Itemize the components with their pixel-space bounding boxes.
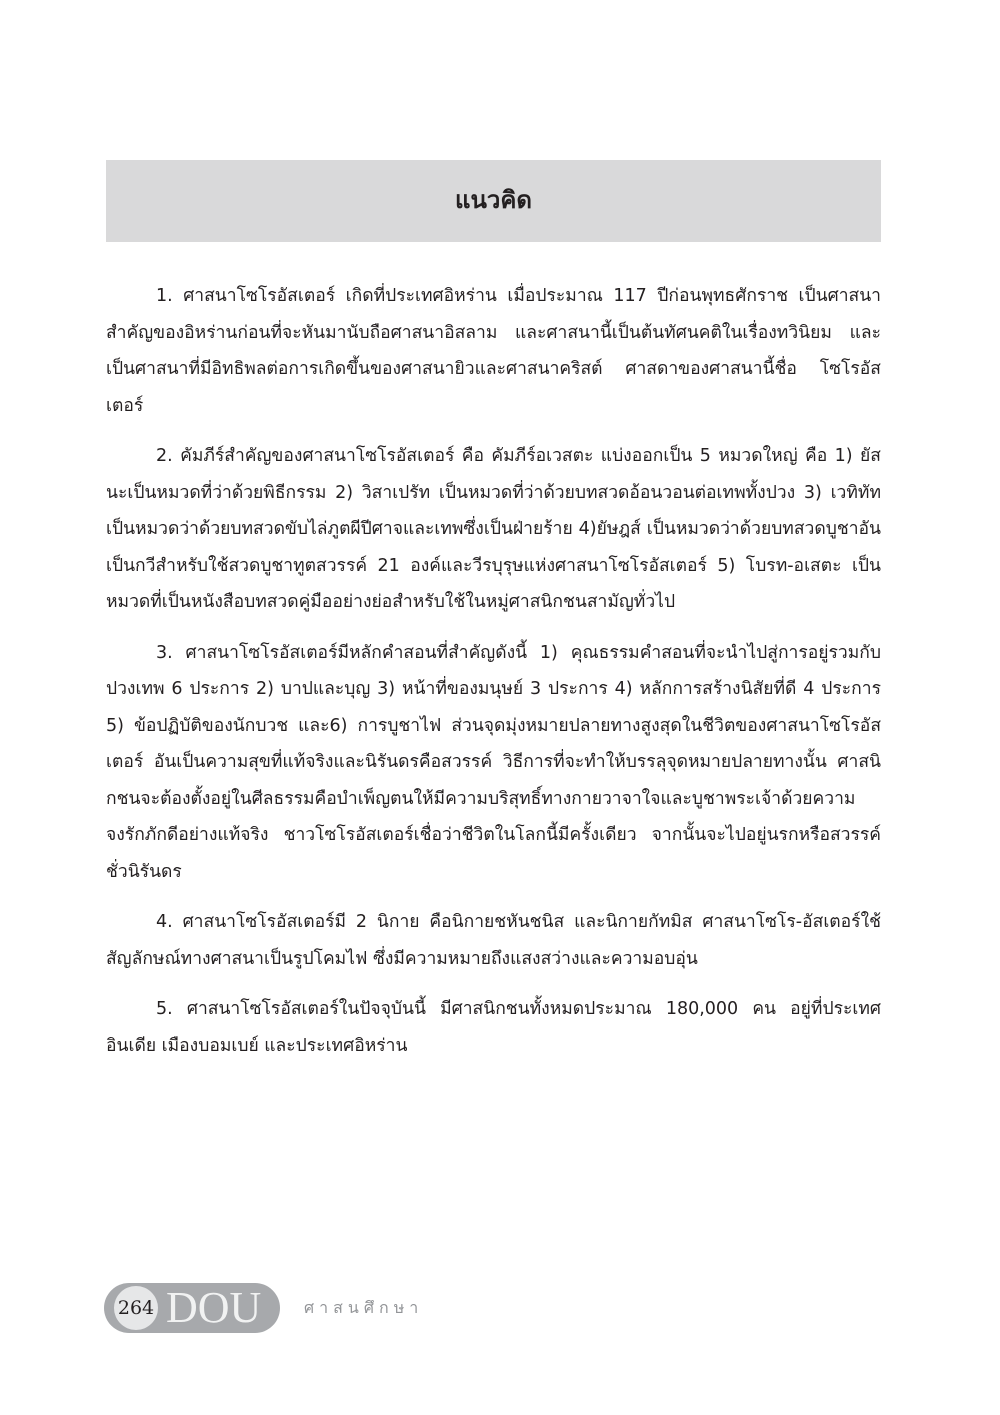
concept-paragraph-4: 4. ศาสนาโซโรอัสเตอร์มี 2 นิกาย คือนิกายชหันชนิส และนิกายกัทมิส ศาสนาโซโร-อัสเตอร์ใช้สัญลักษณ์ทางศาสนาเป็นรูปโคมไฟ ซึ่งมีความหมายถึงแสงสว่างและความอบอุ่น [106,912,881,969]
concept-paragraph-5: 5. ศาสนาโซโรอัสเตอร์ในปัจจุบันนี้ มีศาสนิกชนทั้งหมดประมาณ 180,000 คน อยู่ที่ประเทศอินเดีย เมืองบอมเบย์ และประเทศอิหร่าน [106,999,881,1056]
footer-subject: ศาสนศึกษา [304,1297,424,1317]
concept-content [106,278,881,1078]
section-header-band [106,160,881,242]
section-title: แนวคิด [455,185,532,214]
page-footer [104,1282,423,1334]
page-number: 264 [114,1286,158,1330]
footer-badge [104,1283,280,1333]
concept-paragraph-3: 3. ศาสนาโซโรอัสเตอร์มีหลักคำสอนที่สำคัญดังนี้ 1) คุณธรรมคำสอนที่จะนำไปสู่การอยู่รวมกับปวงเทพ 6 ประการ 2) บาปและบุญ 3) หน้าที่ของมนุษย์ 3 ประการ 4) หลักการสร้างนิสัยที่ดี 4 ประการ 5) ข้อปฏิบัติของนักบวช และ6) การบูชาไฟ ส่วนจุดมุ่งหมายปลายทางสูงสุดในชีวิตของศาสนาโซโรอัสเตอร์ อันเป็นความสุขที่แท้จริงและนิรันดรคือสวรรค์ วิธีการที่จะทำให้บรรลุจุดหมายปลายทางนั้น ศาสนิกชนจะต้องตั้งอยู่ในศีลธรรมคือบำเพ็ญตนให้มีความบริสุทธิ์ทางกายวาจาใจและบูชาพระเจ้าด้วยความจงรักภักดีอย่างแท้จริง ชาวโซโรอัสเตอร์เชื่อว่าชีวิตในโลกนี้มีครั้งเดียว จากนั้นจะไปอยู่นรกหรือสวรรค์ชั่วนิรันดร [106,642,881,882]
concept-paragraph-2: 2. คัมภีร์สำคัญของศาสนาโซโรอัสเตอร์ คือ คัมภีร์อเวสตะ แบ่งออกเป็น 5 หมวดใหญ่ คือ 1) ยัสนะเป็นหมวดที่ว่าด้วยพิธีกรรม 2) วิสาเปรัท เป็นหมวดที่ว่าด้วยบทสวดอ้อนวอนต่อเทพทั้งปวง 3) เวทิทัท เป็นหมวดว่าด้วยบทสวดขับไล่ภูตผีปีศาจและเทพซึ่งเป็นฝ่ายร้าย 4)ยัษฎส์ เป็นหมวดว่าด้วยบทสวดบูชาอันเป็นกวีสำหรับใช้สวดบูชาทูตสวรรค์ 21 องค์และวีรบุรุษแห่งศาสนาโซโรอัสเตอร์ 5) โบรท-อเสตะ เป็นหมวดที่เป็นหนังสือบทสวดคู่มืออย่างย่อสำหรับใช้ในหมู่ศาสนิกชนสามัญทั่วไป [106,446,881,612]
concept-paragraph-1: 1. ศาสนาโซโรอัสเตอร์ เกิดที่ประเทศอิหร่าน เมื่อประมาณ 117 ปีก่อนพุทธศักราช เป็นศาสนาสำคัญของอิหร่านก่อนที่จะหันมานับถือศาสนาอิสลาม และศาสนานี้เป็นต้นทัศนคติในเรื่องทวินิยม และเป็นศาสนาที่มีอิทธิพลต่อการเกิดขึ้นของศาสนายิวและศาสนาคริสต์ ศาสดาของศาสนานี้ชื่อ โซโรอัสเตอร์ [106,286,881,416]
brand-logo: DOU [166,1283,262,1332]
